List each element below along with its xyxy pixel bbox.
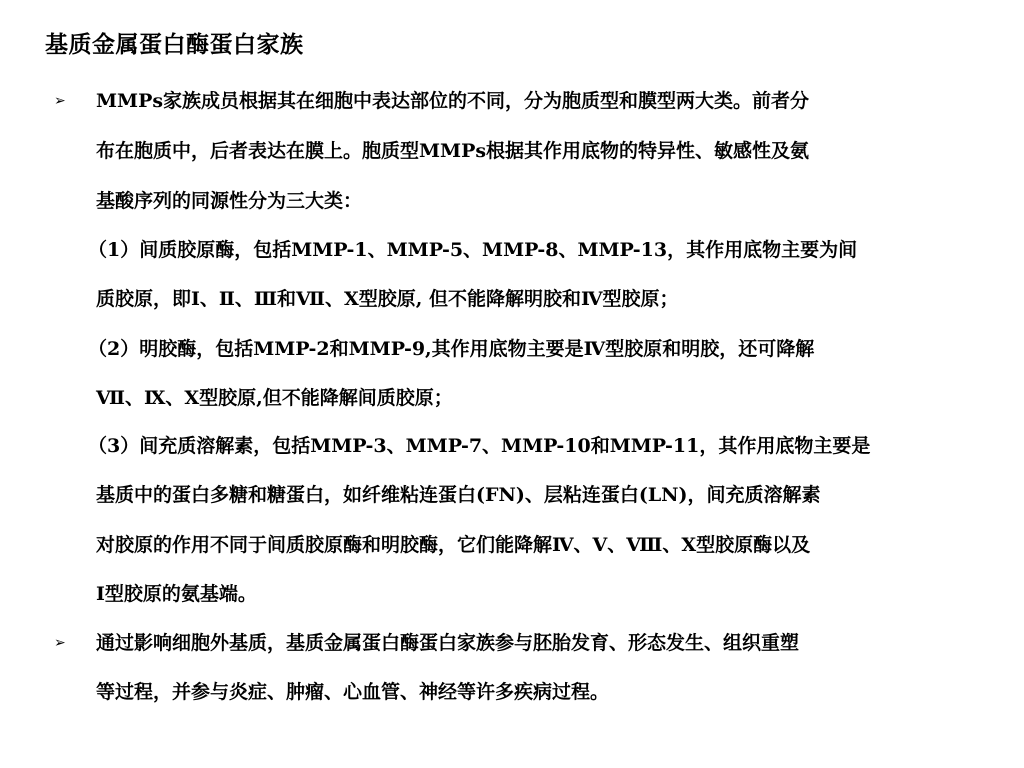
- subitem-line: 基质中的蛋白多糖和糖蛋白，如纤维粘连蛋白(FN)、层粘连蛋白(LN)，间充质溶解素: [96, 484, 821, 506]
- bullet-arrow-icon: ➢: [54, 635, 66, 651]
- subitem-line: 质胶原，即Ⅰ、Ⅱ、Ⅲ和Ⅶ、Ⅹ型胶原, 但不能降解明胶和Ⅳ型胶原；: [96, 288, 679, 310]
- subitem-line: Ⅰ型胶原的氨基端。: [96, 583, 257, 605]
- subitem-line: Ⅶ、Ⅸ、Ⅹ型胶原,但不能降解间质胶原；: [96, 387, 453, 409]
- subitem-line: （2）明胶酶，包括MMP-2和MMP-9,其作用底物主要是Ⅳ型胶原和明胶，还可降解: [88, 338, 815, 360]
- bullet-arrow-icon: ➢: [54, 93, 66, 109]
- slide-title: 基质金属蛋白酶蛋白家族: [45, 32, 304, 58]
- subitem-line: （1）间质胶原酶，包括MMP-1、MMP-5、MMP-8、MMP-13，其作用底物主要为间: [88, 239, 858, 261]
- paragraph-line: 等过程，并参与炎症、肿瘤、心血管、神经等许多疾病过程。: [96, 681, 610, 703]
- subitem-line: （3）间充质溶解素，包括MMP-3、MMP-7、MMP-10和MMP-11，其作用底物主要是: [88, 435, 871, 457]
- subitem-line: 对胶原的作用不同于间质胶原酶和明胶酶，它们能降解Ⅳ、Ⅴ、Ⅷ、Ⅹ型胶原酶以及: [96, 534, 811, 556]
- paragraph-line: 基酸序列的同源性分为三大类：: [96, 190, 363, 212]
- paragraph-line: 布在胞质中，后者表达在膜上。胞质型MMPs根据其作用底物的特异性、敏感性及氨: [96, 140, 810, 162]
- paragraph-line: MMPs家族成员根据其在细胞中表达部位的不同，分为胞质型和膜型两大类。前者分: [96, 90, 810, 112]
- paragraph-line: 通过影响细胞外基质，基质金属蛋白酶蛋白家族参与胚胎发育、形态发生、组织重塑: [96, 632, 800, 654]
